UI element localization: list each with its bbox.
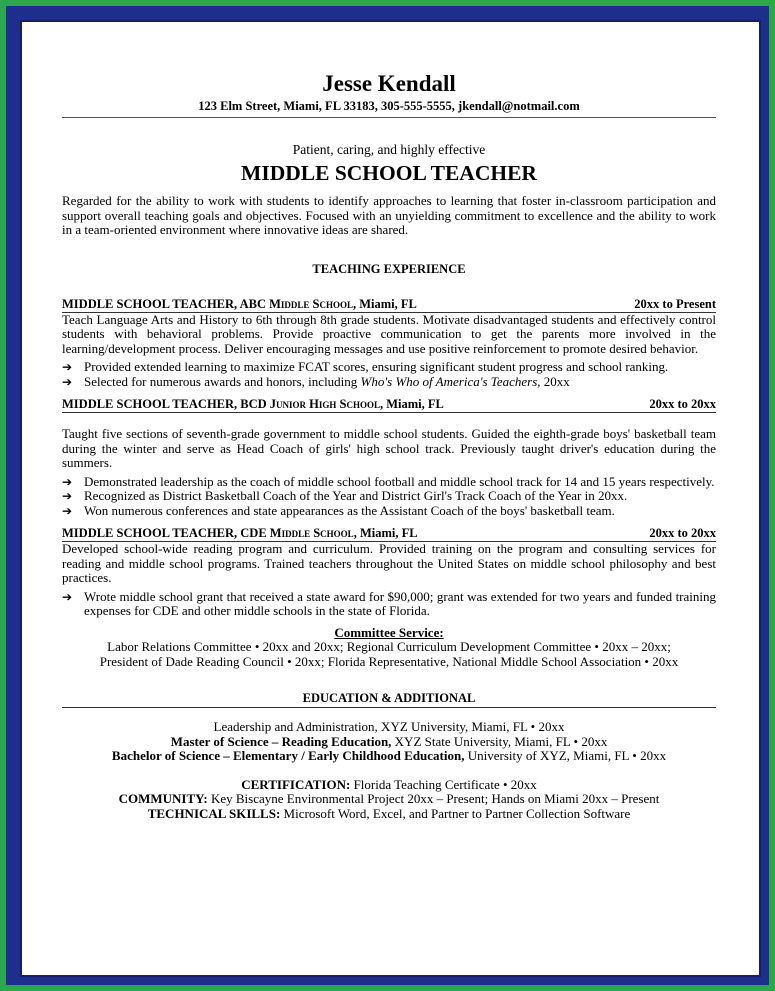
contact-info: 123 Elm Street, Miami, FL 33183, 305-555-5555, jkendall@notmail.com — [198, 99, 580, 113]
job-bullets — [62, 360, 716, 389]
list-item: ➔ Wrote middle school grant that received a state award for $90,000; grant was extended for two years and funded training expenses for CDE and other middle schools in the state of Florida. — [62, 588, 716, 618]
job-dates: 20xx to 20xx — [649, 397, 716, 411]
headline-tagline: Patient, caring, and highly effective — [292, 142, 486, 157]
arrow-icon: ➔ — [62, 360, 73, 374]
list-item: ➔ Provided extended learning to maximize FCAT scores, ensuring significant student progress and school ranking. — [62, 359, 669, 374]
job-header — [62, 397, 716, 413]
job-entry — [62, 397, 716, 518]
list-item: ➔ Demonstrated leadership as the coach of middle school football and middle school track for 14 and 15 years respectively. — [62, 473, 715, 489]
committee-title: Committee Service: — [334, 624, 444, 640]
education-section-title: EDUCATION & ADDITIONAL — [62, 691, 716, 708]
job-header — [62, 526, 716, 542]
arrow-icon: ➔ — [62, 589, 73, 604]
job-bullets — [62, 475, 716, 519]
job-entry — [62, 297, 716, 390]
arrow-icon: ➔ — [62, 474, 73, 489]
job-dates: 20xx to Present — [634, 296, 716, 311]
resume-page — [20, 20, 761, 977]
job-header — [62, 297, 716, 313]
list-item: ➔ Selected for numerous awards and honors, including Who's Who of America's Teachers, 20xx — [62, 373, 570, 389]
headline-title: MIDDLE SCHOOL TEACHER — [241, 161, 537, 185]
arrow-icon: ➔ — [62, 503, 73, 518]
arrow-icon: ➔ — [62, 374, 73, 389]
job-dates: 20xx to 20xx — [649, 526, 716, 540]
education-line: Master of Science – Reading Education, XYZ State University, Miami, FL • 20xx — [170, 733, 608, 749]
job-description: Teach Language Arts and History to 6th through 8th grade students. Motivate disadvantaged students and effectively control students with behavioral problems. Provide proactive communication to get the parents more involved in the learning/development process. Deliver encouraging messages and use positive reinforcement to promote desired behavior. — [62, 311, 716, 356]
additional-list — [62, 778, 716, 822]
education-line: Bachelor of Science – Elementary / Early Childhood Education, University of XYZ, Miami, FL • 20xx — [111, 748, 667, 763]
committee-line: Labor Relations Committee • 20xx and 20xx; Regional Curriculum Development Committee • 20xx – 20xx; — [107, 639, 671, 654]
experience-section-title: TEACHING EXPERIENCE — [312, 261, 466, 276]
technical-skills-line: TECHNICAL SKILLS: Microsoft Word, Excel, and Partner to Partner Collection Software — [147, 805, 631, 821]
arrow-icon: ➔ — [62, 489, 73, 503]
job-entry — [62, 526, 716, 619]
summary-paragraph: Regarded for the ability to work with students to identify approaches to learning that foster in-classroom participation and support overall teaching goals and objectives. Focused with an unyielding commitment to excellence and the ability to work in a team-oriented environment where innovative ideas are shared. — [62, 193, 716, 237]
committee-line: President of Dade Reading Council • 20xx; Florida Representative, National Middle School Association • 20xx — [99, 653, 679, 669]
job-title: MIDDLE SCHOOL TEACHER, ABC Middle School, Miami, FL — [62, 296, 417, 311]
resume-content — [62, 70, 716, 821]
job-title: MIDDLE SCHOOL TEACHER, BCD Junior High School, Miami, FL — [62, 397, 444, 411]
job-bullets — [62, 590, 716, 619]
candidate-name: Jesse Kendall — [322, 71, 456, 96]
list-item: ➔ Recognized as District Basketball Coach of the Year and District Girl's Track Coach of the Year in 20xx. — [62, 488, 628, 503]
header-divider — [62, 117, 716, 118]
job-title: MIDDLE SCHOOL TEACHER, CDE Middle School, Miami, FL — [62, 526, 418, 540]
community-line: COMMUNITY: Key Biscayne Environmental Project 20xx – Present; Hands on Miami 20xx – Present — [118, 791, 660, 806]
job-description: Developed school-wide reading program and curriculum. Provided training on the program and consulting services for reading and middle school programs. Trained teachers throughout the United States on middle school philosophy and best practices. — [62, 541, 716, 585]
education-line: Leadership and Administration, XYZ University, Miami, FL • 20xx — [213, 719, 565, 734]
list-item: ➔ Won numerous conferences and state appearances as the Assistant Coach of the boys' basketball team. — [62, 502, 615, 518]
job-description: Taught five sections of seventh-grade government to middle school students. Guided the eighth-grade boys' basketball team during the winter and serve as Head Coach of girls' high school track. Previously taught driver's education during the summers. — [62, 426, 716, 470]
page-frame — [6, 6, 769, 985]
education-list — [62, 720, 716, 764]
certification-line: CERTIFICATION: Florida Teaching Certificate • 20xx — [241, 776, 537, 792]
